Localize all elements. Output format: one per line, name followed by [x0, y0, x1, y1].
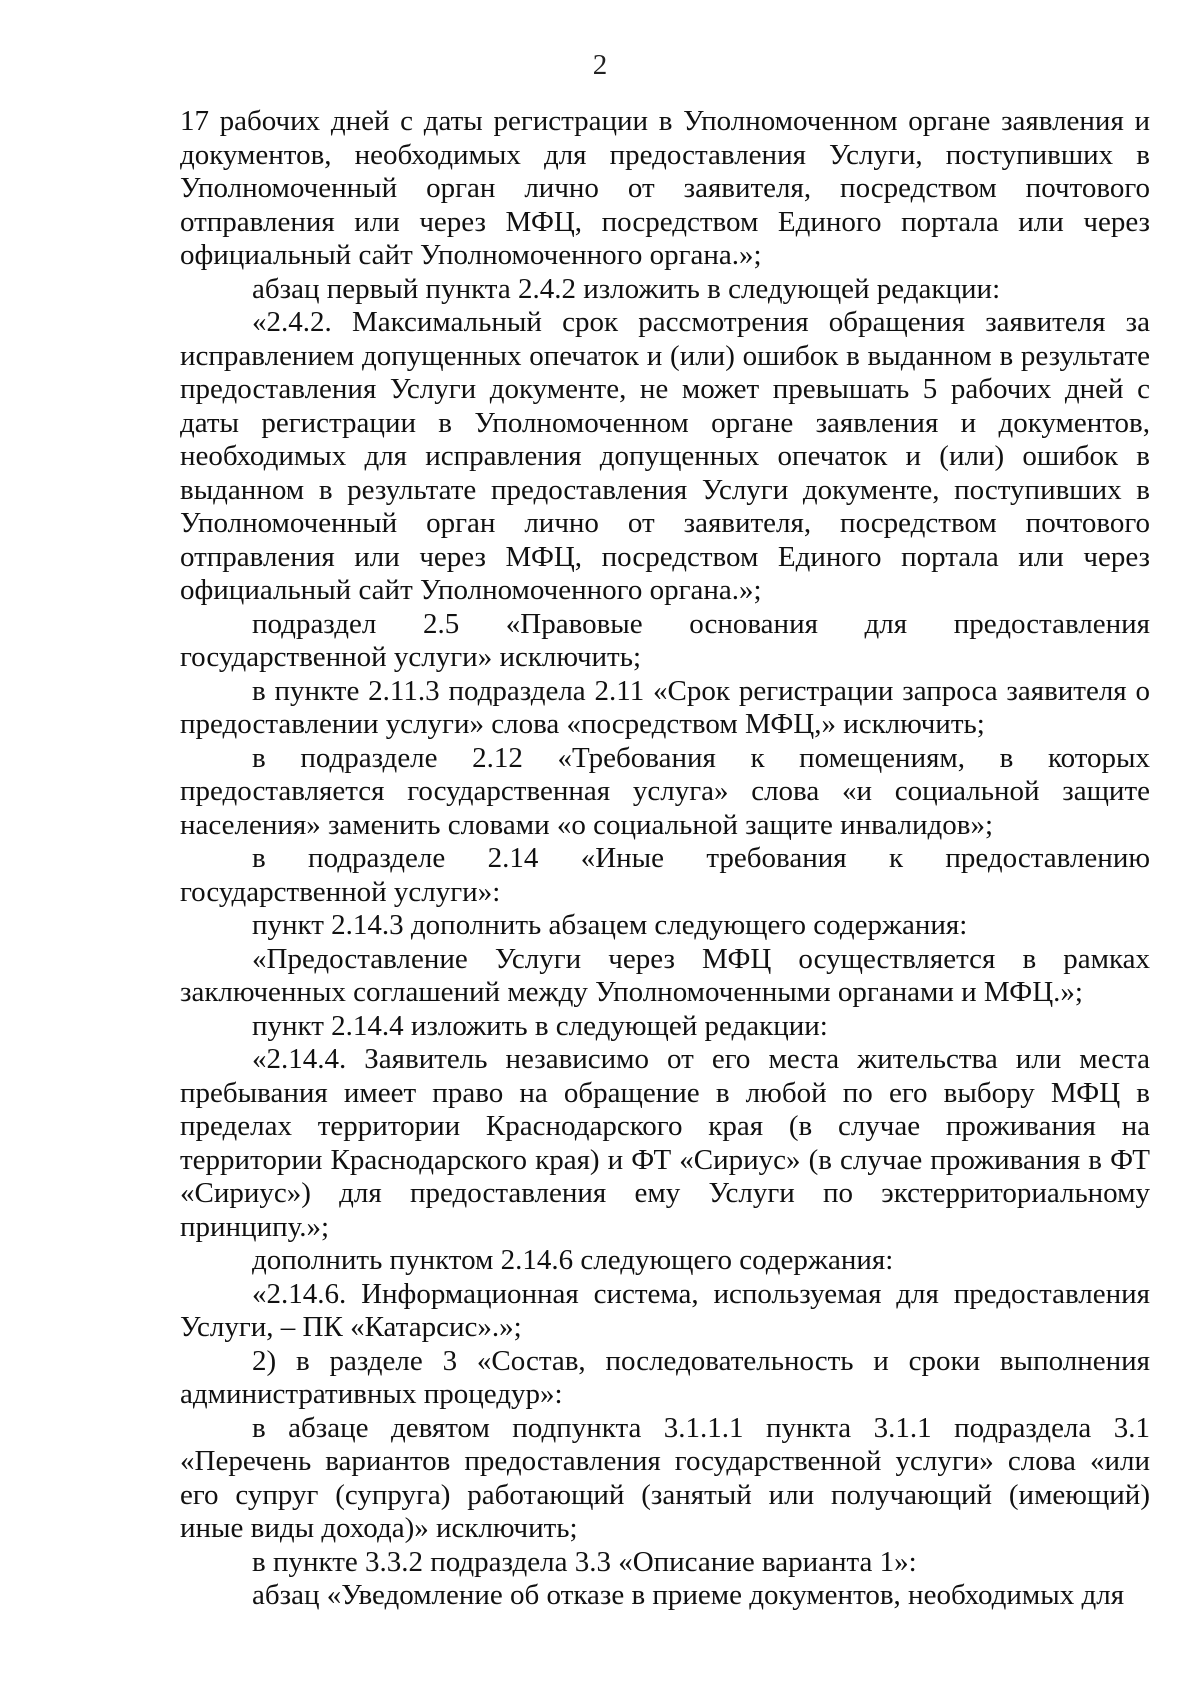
paragraph: в пункте 3.3.2 подраздела 3.3 «Описание варианта 1»: [252, 1545, 917, 1578]
paragraph: 2) в разделе 3 «Состав, последовательность и сроки выполнения административных процедур»: [180, 1344, 1150, 1410]
document-body [180, 105, 1150, 1613]
paragraph: в пункте 2.11.3 подраздела 2.11 «Срок регистрации запроса заявителя о предоставлении услуги» слова «посредством МФЦ,» исключить; [180, 674, 1150, 740]
paragraph: в подразделе 2.12 «Требования к помещениям, в которых предоставляется государственная услуга» слова «и социальной защите населения» заменить словами «о социальной защите инвалидов»; [180, 741, 1150, 841]
paragraph: пункт 2.14.4 изложить в следующей редакции: [252, 1009, 828, 1042]
paragraph: в абзаце девятом подпункта 3.1.1.1 пункта 3.1.1 подраздела 3.1 «Перечень вариантов предоставления государственной услуги» слова «или его супруг (супруга) работающий (занятый или получающий (имеющий) иные виды дохода)» исключить; [180, 1411, 1150, 1544]
paragraph: абзац «Уведомление об отказе в приеме документов, необходимых для [252, 1579, 1125, 1611]
paragraph: подраздел 2.5 «Правовые основания для предоставления государственной услуги» исключить; [180, 607, 1150, 673]
paragraph: пункт 2.14.3 дополнить абзацем следующего содержания: [252, 909, 968, 941]
paragraph: «2.14.6. Информационная система, используемая для предоставления Услуги, – ПК «Катарсис».»; [180, 1277, 1150, 1343]
paragraph: «Предоставление Услуги через МФЦ осуществляется в рамках заключенных соглашений между Уполномоченными органами и МФЦ.»; [180, 942, 1150, 1008]
paragraph: 17 рабочих дней с даты регистрации в Уполномоченном органе заявления и документов, необходимых для предоставления Услуги, поступивших в Уполномоченный орган лично от заявителя, посредством почтового отправления или через МФЦ, посредством Единого портала или через официальный сайт Уполномоченного органа.»; [180, 105, 1150, 271]
paragraph: абзац первый пункта 2.4.2 изложить в следующей редакции: [252, 272, 1001, 305]
paragraph: «2.14.4. Заявитель независимо от его места жительства или места пребывания имеет право на обращение в любой по его выбору МФЦ в пределах территории Краснодарского края (в случае проживания на территории Краснодарского края) и ФТ «Сириус» (в случае проживания в ФТ «Сириус») для предоставления ему Услуги по экстерриториальному принципу.»; [180, 1043, 1150, 1243]
page-number: 2 [592, 49, 608, 81]
paragraph: в подразделе 2.14 «Иные требования к предоставлению государственной услуги»: [180, 842, 1150, 908]
paragraph: «2.4.2. Максимальный срок рассмотрения обращения заявителя за исправлением допущенных опечаток и (или) ошибок в выданном в результате предоставления Услуги документе, не может превышать 5 рабочих дней с даты регистрации в Уполномоченном органе заявления и документов, необходимых для исправления допущенных опечаток и (или) ошибок в выданном в результате предоставления Услуги документе, поступивших в Уполномоченный орган лично от заявителя, посредством почтового отправления или через МФЦ, посредством Единого портала или через официальный сайт Уполномоченного органа.»; [180, 306, 1150, 606]
paragraph: дополнить пунктом 2.14.6 следующего содержания: [252, 1244, 894, 1276]
